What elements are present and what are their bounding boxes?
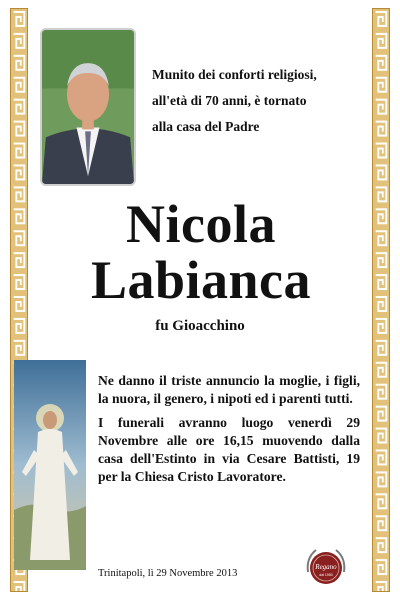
funeral-home-logo <box>302 542 350 590</box>
intro-line: Munito dei conforti religiosi, <box>152 67 317 82</box>
right-greek-key-border <box>372 8 390 592</box>
deceased-portrait-photo <box>40 28 136 186</box>
greek-key-pattern-right <box>373 9 389 591</box>
funeral-details: I funerali avranno luogo venerdì 29 Novembre alle ore 16,15 muovendo dalla casa dell'Estinto in via Cesare Battisti, 19 per la Chiesa Cristo Lavoratore. <box>98 415 360 484</box>
religious-image <box>14 360 86 570</box>
intro-line: all'età di 70 anni, è tornato <box>152 93 307 108</box>
place-date-footer: Trinitapoli, lì 29 Novembre 2013 <box>98 568 238 579</box>
logo-text: Regano <box>315 563 337 571</box>
intro-line: alla casa del Padre <box>152 119 260 134</box>
son-of-text: fu Gioacchino <box>155 318 245 334</box>
last-name: Labianca <box>90 250 312 310</box>
family-announcement: Ne danno il triste annuncio la moglie, i figli, la nuora, il genero, i nipoti ed i parenti tutti. <box>98 373 360 406</box>
logo-subtext: dal 1950 <box>319 573 333 577</box>
deceased-name <box>42 196 360 308</box>
intro-text <box>152 62 367 140</box>
first-name: Nicola <box>126 194 276 254</box>
announcement-body <box>98 372 360 492</box>
